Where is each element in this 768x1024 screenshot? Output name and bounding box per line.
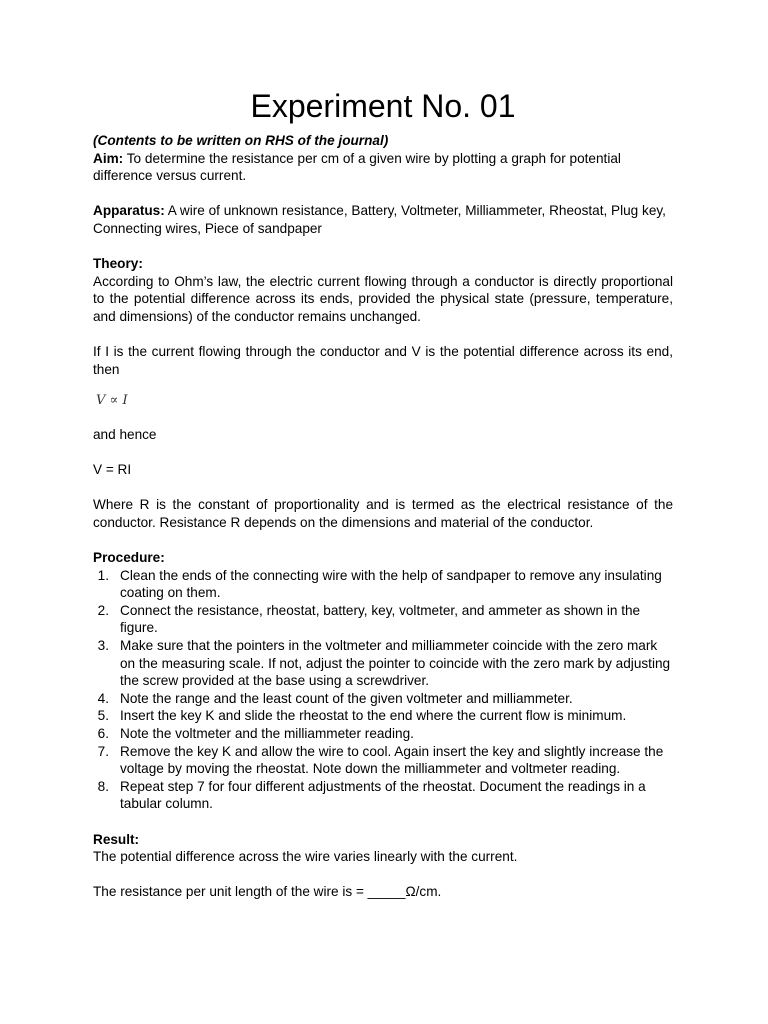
step-number: 6.: [97, 726, 109, 741]
step-number: 7.: [97, 743, 109, 759]
step-number: 4.: [97, 690, 109, 706]
procedure-step: [93, 707, 673, 725]
procedure-step: [93, 778, 673, 813]
procedure-section: [93, 549, 673, 567]
step-number: 2.: [97, 602, 109, 618]
step-text: Insert the key K and slide the rheostat to the end where the current flow is minimum.: [120, 708, 627, 724]
result-line-1: The potential difference across the wire varies linearly with the current.: [93, 849, 518, 865]
result-section: [93, 831, 673, 849]
procedure-step: [93, 690, 673, 708]
step-text: Note the range and the least count of the given voltmeter and milliammeter.: [120, 690, 573, 706]
step-text: Make sure that the pointers in the voltmeter and milliammeter coincide with the zero mark on the measuring scale. If not, adjust the pointer to coincide with the zero mark by adjusting the screw provided at the base using a screwdriver.: [120, 638, 671, 689]
ohms-law-equation: V = RI: [93, 462, 132, 478]
step-text: Remove the key K and allow the wire to cool. Again insert the key and slightly increase the voltage by moving the rheostat. Note down the milliammeter and voltmeter reading.: [120, 743, 664, 777]
step-text: Note the voltmeter and the milliammeter reading.: [120, 726, 414, 741]
aim-text: To determine the resistance per cm of a given wire by plotting a graph for potential difference versus current.: [93, 150, 621, 184]
procedure-steps-list: [93, 567, 673, 813]
theory-paragraph-1: According to Ohm’s law, the electric current flowing through a conductor is directly proportional to the potential difference across its ends, provided the physical state (pressure, temperature, and dimensions) of the conductor remains unchanged.: [93, 273, 673, 324]
step-number: 5.: [97, 708, 109, 724]
document-page: [93, 86, 673, 901]
apparatus-section: [93, 202, 673, 237]
procedure-step: [93, 602, 673, 637]
step-number: 1.: [97, 567, 109, 583]
apparatus-label: Apparatus:: [93, 203, 165, 219]
aim-section: [93, 150, 673, 185]
procedure-step: [93, 567, 673, 602]
proportionality-formula: V ∝ I: [96, 393, 128, 409]
theory-label: Theory:: [93, 256, 143, 272]
step-text: Clean the ends of the connecting wire with the help of sandpaper to remove any insulating coating on them.: [120, 567, 662, 601]
result-label: Result:: [93, 831, 140, 847]
and-hence-text: and hence: [93, 426, 157, 442]
step-number: 3.: [97, 638, 109, 654]
step-text: Repeat step 7 for four different adjustments of the rheostat. Document the readings in a tabular column.: [120, 778, 646, 812]
procedure-step: [93, 725, 673, 743]
aim-label: Aim:: [93, 150, 124, 166]
theory-paragraph-3: Where R is the constant of proportionality and is termed as the electrical resistance of the conductor. Resistance R depends on the dimensions and material of the conductor.: [93, 497, 673, 530]
step-number: 8.: [97, 778, 109, 794]
theory-section: [93, 255, 673, 273]
journal-note: (Contents to be written on RHS of the journal): [93, 133, 389, 148]
procedure-step: [93, 637, 673, 690]
apparatus-text: A wire of unknown resistance, Battery, Voltmeter, Milliammeter, Rheostat, Plug key, Connecting wires, Piece of sandpaper: [93, 203, 666, 236]
page-title: Experiment No. 01: [250, 88, 516, 124]
procedure-step: [93, 743, 673, 778]
result-line-2: The resistance per unit length of the wire is = _____Ω/cm.: [93, 884, 442, 900]
step-text: Connect the resistance, rheostat, battery, key, voltmeter, and ammeter as shown in the figure.: [120, 602, 641, 636]
procedure-label: Procedure:: [93, 550, 165, 566]
theory-paragraph-2: If I is the current flowing through the conductor and V is the potential difference across its end, then: [93, 344, 673, 377]
